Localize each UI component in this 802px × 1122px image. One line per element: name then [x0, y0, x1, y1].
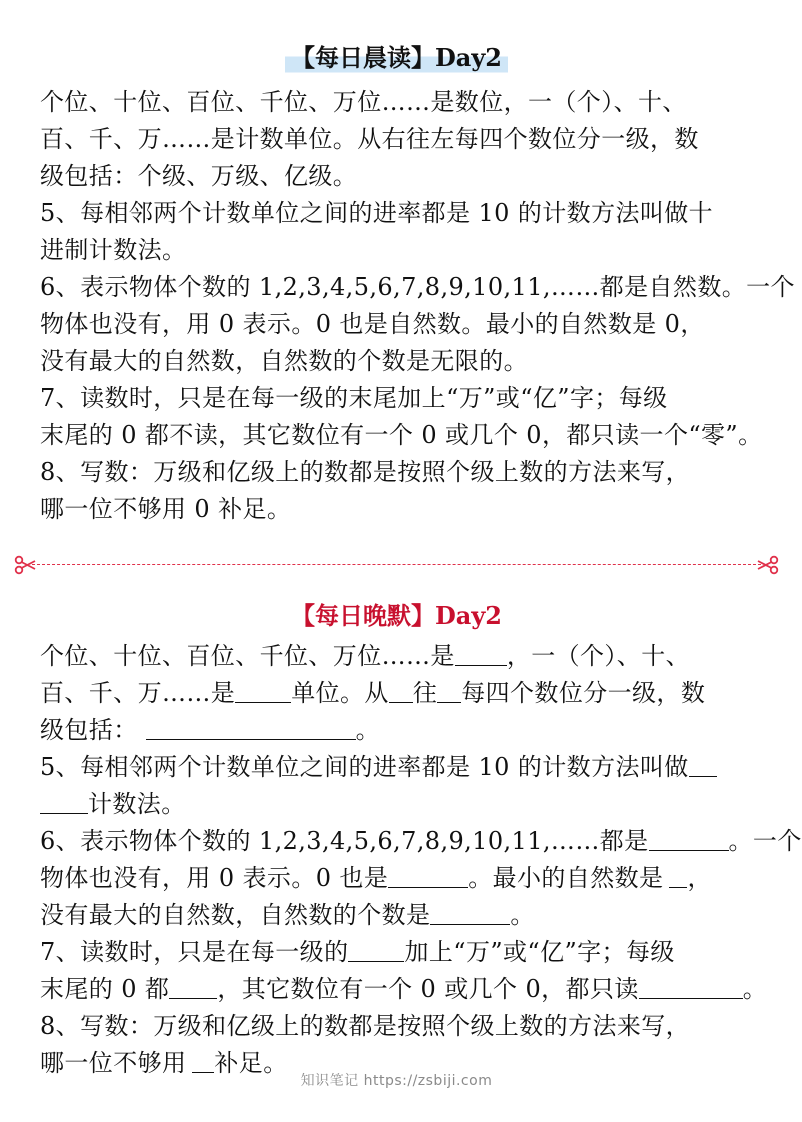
- text: 。一个: [728, 827, 802, 855]
- text: 哪一位不够用: [40, 1049, 187, 1077]
- evening-line: [40, 786, 760, 823]
- evening-line: 8、写数：万级和亿级上的数都是按照个级上数的方法来写，: [40, 1012, 691, 1040]
- evening-line: [40, 712, 760, 749]
- text: 每四个数位分一级，数: [461, 679, 706, 707]
- text: ，: [687, 864, 712, 892]
- morning-line: 百、千、万……是计数单位。从右往左每四个数位分一级，数: [40, 125, 699, 153]
- morning-line: 哪一位不够用 0 补足。: [40, 495, 292, 523]
- fill-blank[interactable]: [649, 824, 729, 851]
- text: 个位、十位、百位、千位、万位……是: [40, 642, 455, 670]
- evening-line: [40, 934, 760, 971]
- fill-blank[interactable]: [455, 639, 507, 666]
- text: ，一（个）、十、: [506, 642, 691, 670]
- evening-title: [0, 600, 793, 632]
- text: 。: [510, 901, 535, 929]
- morning-line: 末尾的 0 都不读，其它数位有一个 0 或几个 0，都只读一个“零”。: [40, 421, 763, 449]
- evening-line: [40, 749, 760, 786]
- morning-line: 6、表示物体个数的 1,2,3,4,5,6,7,8,9,10,11,……都是自然数。一个: [40, 273, 795, 301]
- text: 末尾的 0 都: [40, 975, 170, 1003]
- cut-divider: [14, 554, 779, 576]
- text: 。最小的自然数是: [468, 864, 664, 892]
- text: 7、读数时，只是在每一级的: [40, 938, 349, 966]
- text: ，其它数位有一个 0 或几个 0，都只读: [217, 975, 639, 1003]
- morning-title: [0, 42, 793, 74]
- morning-line: 级包括：个级、万级、亿级。: [40, 162, 358, 190]
- text: 物体也没有，用 0 表示。0 也是: [40, 864, 389, 892]
- dashed-line: [32, 564, 761, 565]
- text: 往: [412, 679, 438, 707]
- text: 加上“万”或“亿”字；每级: [404, 938, 675, 966]
- text: 6、表示物体个数的 1,2,3,4,5,6,7,8,9,10,11,……都是: [40, 827, 649, 855]
- morning-line: 7、读数时，只是在每一级的末尾加上“万”或“亿”字；每级: [40, 384, 668, 412]
- scissors-icon: [14, 554, 36, 576]
- fill-blank[interactable]: [430, 898, 510, 925]
- fill-blank[interactable]: [348, 935, 404, 962]
- text: 级包括：: [40, 716, 138, 744]
- fill-blank[interactable]: [389, 676, 413, 703]
- evening-line: [40, 823, 802, 860]
- text: 。: [742, 975, 768, 1003]
- footer-watermark: 知识笔记 https://zsbiji.com: [300, 1073, 493, 1089]
- evening-line: [40, 897, 760, 934]
- fill-blank[interactable]: [639, 972, 743, 999]
- morning-line: 没有最大的自然数，自然数的个数是无限的。: [40, 347, 528, 375]
- text: 补足。: [214, 1049, 288, 1077]
- evening-line: [40, 971, 768, 1008]
- morning-line: 8、写数：万级和亿级上的数都是按照个级上数的方法来写，: [40, 458, 691, 486]
- fill-blank[interactable]: [192, 1046, 214, 1073]
- text: 单位。从: [291, 679, 389, 707]
- evening-line: [40, 675, 760, 712]
- evening-line: [40, 638, 760, 675]
- fill-blank[interactable]: [689, 750, 717, 777]
- text: 计数法。: [88, 790, 186, 818]
- text: 。: [355, 716, 381, 744]
- morning-line: 物体也没有，用 0 表示。0 也是自然数。最小的自然数是 0，: [40, 310, 705, 338]
- evening-title-text: 【每日晚默】Day2: [290, 601, 502, 630]
- fill-blank[interactable]: [388, 861, 468, 888]
- morning-line: 个位、十位、百位、千位、万位……是数位，一（个）、十、: [40, 88, 687, 116]
- morning-line: 进制计数法。: [40, 236, 187, 264]
- morning-title-text: 【每日晨读】Day2: [285, 42, 508, 74]
- fill-blank[interactable]: [146, 713, 356, 740]
- morning-line: 5、每相邻两个计数单位之间的进率都是 10 的计数方法叫做十: [40, 199, 714, 227]
- scissors-icon: [757, 554, 779, 576]
- text: 5、每相邻两个计数单位之间的进率都是 10 的计数方法叫做: [40, 753, 689, 781]
- evening-line: [40, 860, 760, 897]
- fill-blank[interactable]: [235, 676, 291, 703]
- fill-blank[interactable]: [669, 861, 687, 888]
- fill-blank[interactable]: [437, 676, 461, 703]
- fill-blank[interactable]: [169, 972, 217, 999]
- text: 百、千、万……是: [40, 679, 236, 707]
- fill-blank[interactable]: [40, 787, 88, 814]
- text: 没有最大的自然数，自然数的个数是: [40, 901, 431, 929]
